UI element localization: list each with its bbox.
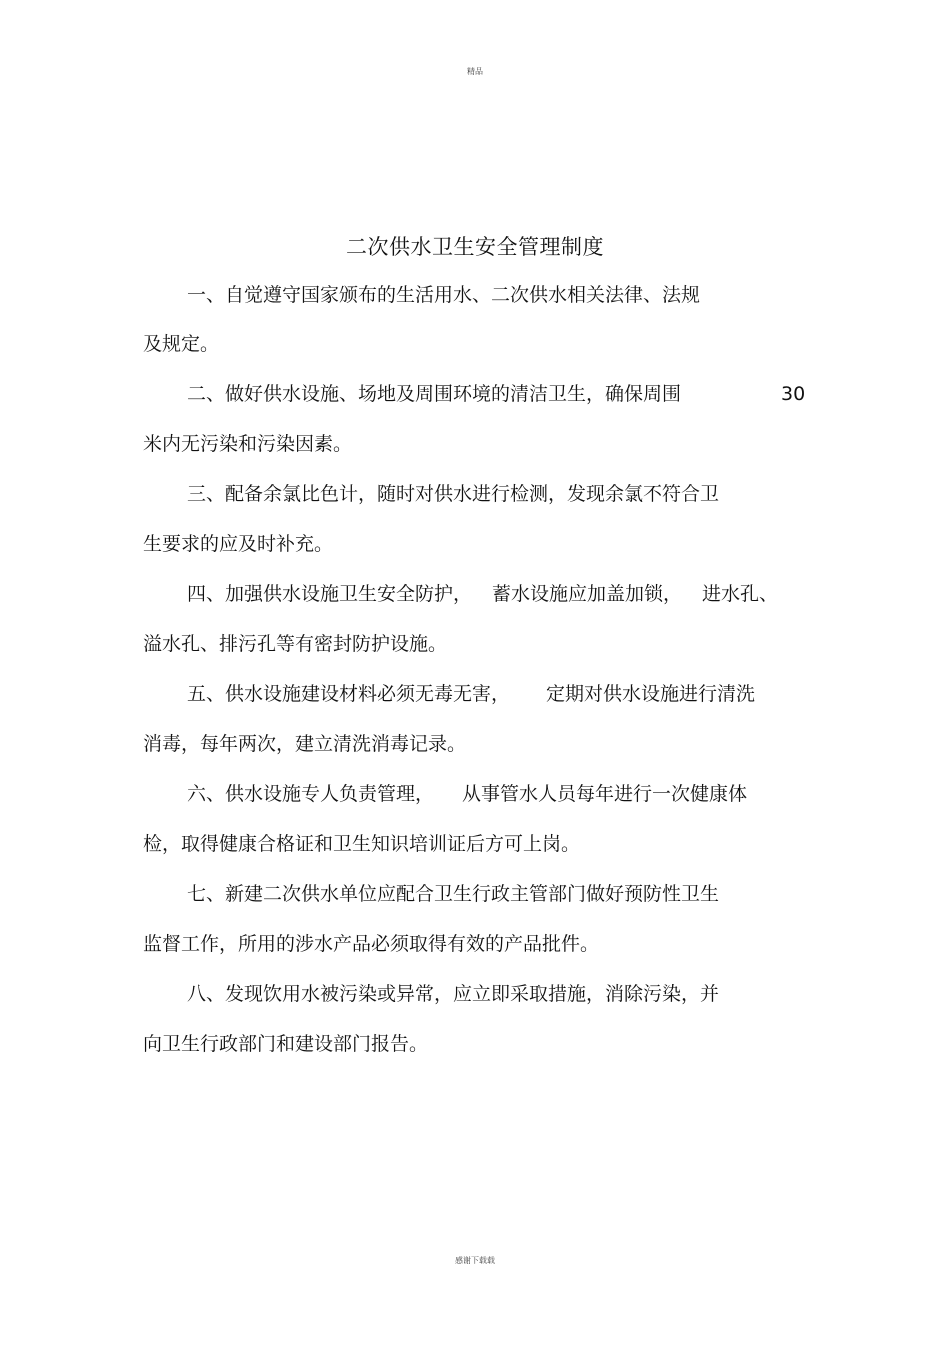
paragraph-3-line-2: 生要求的应及时补充。 bbox=[143, 533, 334, 555]
paragraph-6-segment-a: 六、供水设施专人负责管理， bbox=[187, 783, 435, 805]
paragraph-6-line-1 bbox=[187, 780, 747, 808]
paragraph-7-line-2: 监督工作，所用的涉水产品必须取得有效的产品批件。 bbox=[143, 933, 600, 955]
paragraph-1-line-2: 及规定。 bbox=[143, 333, 220, 355]
paragraph-5-line-2: 消毒，每年两次，建立清洗消毒记录。 bbox=[143, 733, 467, 755]
paragraph-4-segment-b: 蓄水设施应加盖加锁， bbox=[492, 583, 683, 605]
paragraph-6-line-2: 检，取得健康合格证和卫生知识培训证后方可上岗。 bbox=[143, 833, 581, 855]
paragraph-4-line-1 bbox=[187, 580, 778, 608]
paragraph-4-segment-c: 进水孔、 bbox=[702, 583, 779, 605]
paragraph-4-line-2: 溢水孔、排污孔等有密封防护设施。 bbox=[143, 633, 448, 655]
paragraph-4-segment-a: 四、加强供水设施卫生安全防护， bbox=[187, 583, 473, 605]
paragraph-2-line-1: 二、做好供水设施、场地及周围环境的清洁卫生，确保周围 bbox=[187, 383, 682, 405]
document-title: 二次供水卫生安全管理制度 bbox=[346, 235, 604, 259]
paragraph-5-segment-a: 五、供水设施建设材料必须无毒无害， bbox=[187, 683, 511, 705]
paragraph-5-segment-b: 定期对供水设施进行清洗 bbox=[546, 683, 756, 705]
paragraph-7-line-1: 七、新建二次供水单位应配合卫生行政主管部门做好预防性卫生 bbox=[187, 883, 720, 905]
paragraph-5-line-1 bbox=[187, 680, 755, 708]
page-footer: 感谢下载载 bbox=[455, 1256, 495, 1265]
page-header: 精品 bbox=[467, 67, 483, 76]
paragraph-3-line-1: 三、配备余氯比色计，随时对供水进行检测，发现余氯不符合卫 bbox=[187, 483, 720, 505]
paragraph-6-segment-b: 从事管水人员每年进行一次健康体 bbox=[462, 783, 748, 805]
paragraph-2-number: 30 bbox=[781, 383, 806, 405]
paragraph-2-line-2: 米内无污染和污染因素。 bbox=[143, 433, 353, 455]
paragraph-8-line-2: 向卫生行政部门和建设部门报告。 bbox=[143, 1033, 429, 1055]
paragraph-1-line-1: 一、自觉遵守国家颁布的生活用水、二次供水相关法律、法规 bbox=[187, 284, 701, 306]
paragraph-8-line-1: 八、发现饮用水被污染或异常，应立即采取措施，消除污染，并 bbox=[187, 983, 720, 1005]
